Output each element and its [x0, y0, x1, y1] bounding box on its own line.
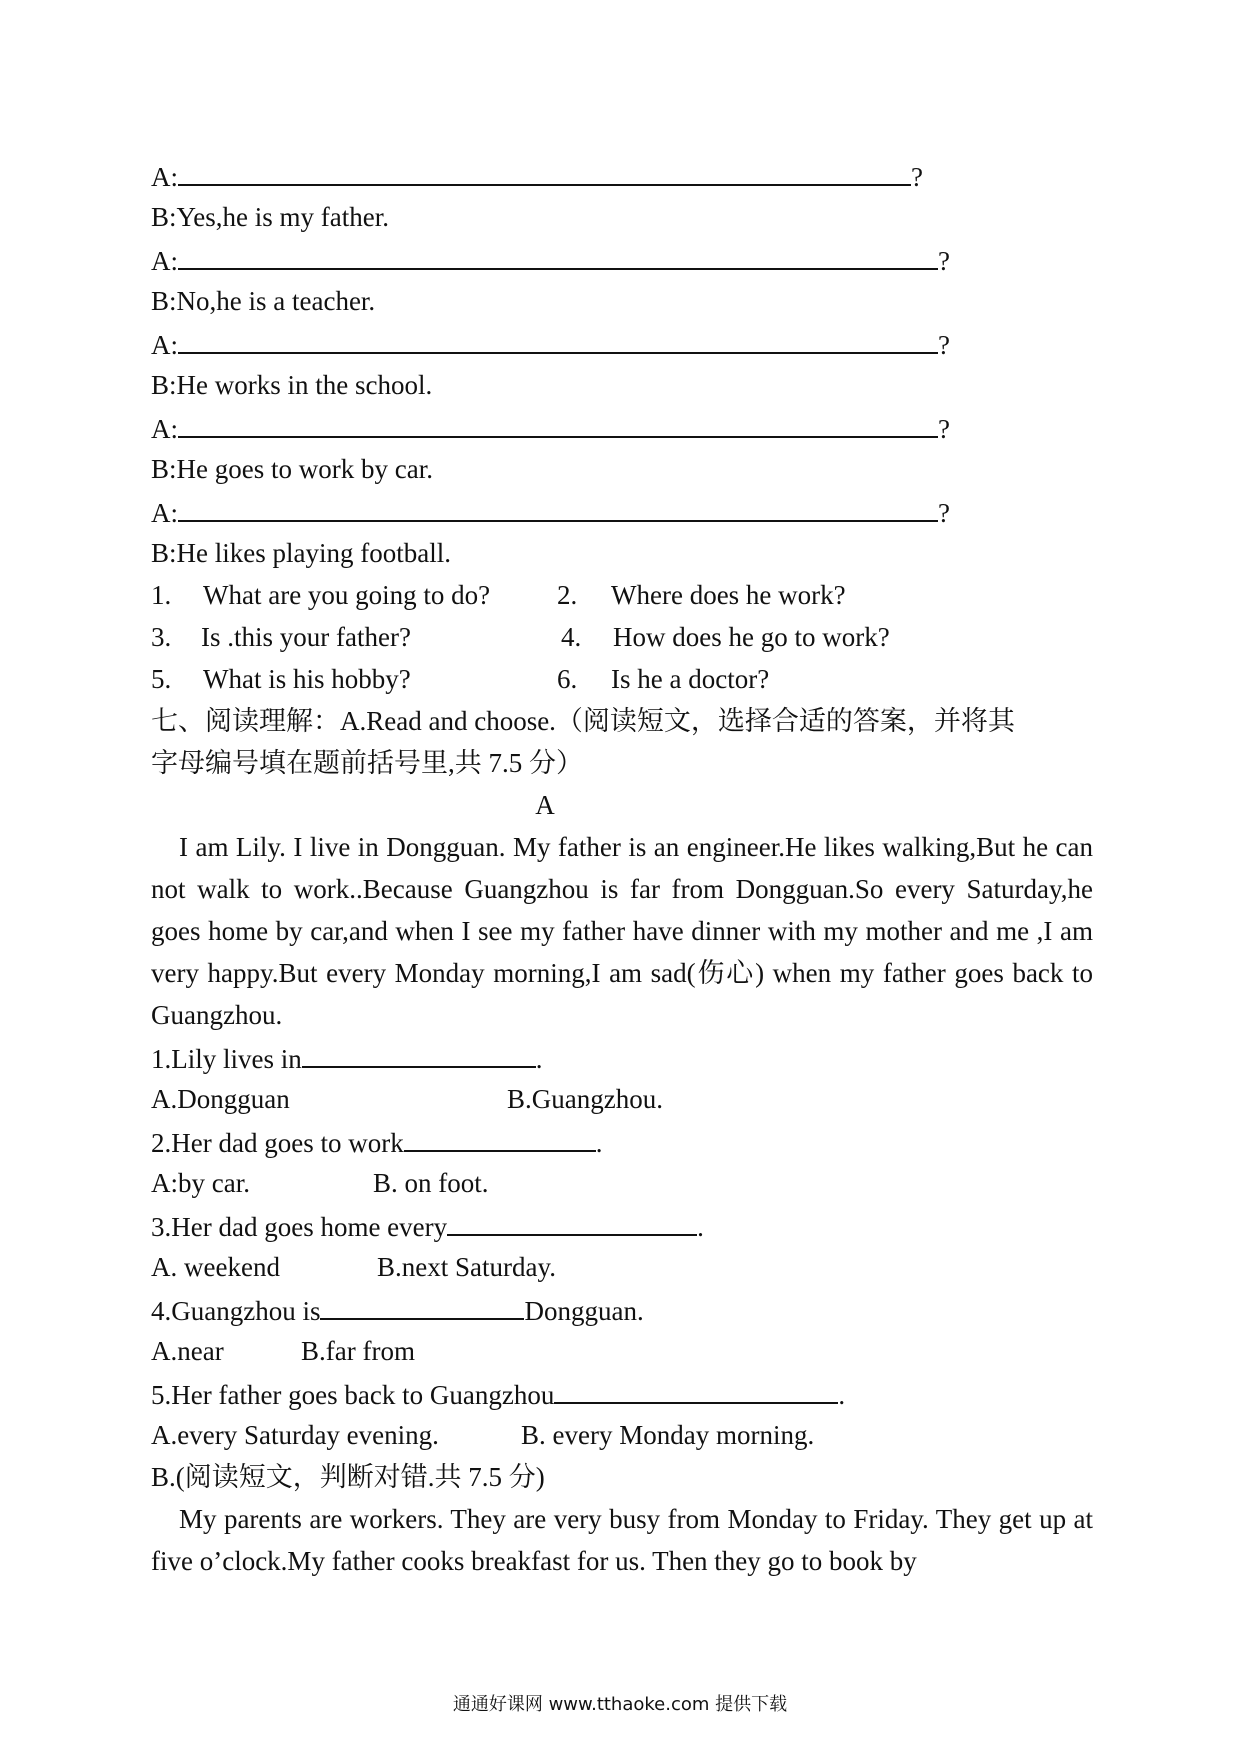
answer-blank[interactable]: [178, 406, 938, 438]
option-text: How does he go to work?: [613, 622, 890, 652]
question-mark: ?: [938, 498, 950, 528]
question-mark: ?: [938, 330, 950, 360]
question-text: 5.Her father goes back to Guangzhou: [151, 1380, 555, 1410]
question-after: .: [697, 1212, 704, 1242]
answer-blank[interactable]: [554, 1372, 838, 1404]
question-mark: ?: [911, 162, 923, 192]
dialogue-a-line-3: [151, 322, 950, 364]
question-mark: ?: [938, 414, 950, 444]
dialogue-a-line-1: [151, 154, 923, 196]
answer-blank[interactable]: [178, 322, 938, 354]
option-number: 1.: [151, 580, 172, 610]
option-text: Is he a doctor?: [611, 664, 770, 694]
section7-heading-line1: 七、阅读理解：A.Read and choose.（阅读短文，选择合适的答案，并将其: [151, 706, 1015, 736]
passage-a: [151, 826, 1093, 1036]
question-4: [151, 1288, 644, 1330]
question-text: 2.Her dad goes to work: [151, 1128, 404, 1158]
dialogue-a-line-5: [151, 490, 950, 532]
option-a: A.near: [151, 1336, 224, 1366]
passage-a-text: I am Lily. I live in Dongguan. My father is an engineer.He likes walking,But he can not walk to work..Because Guangzhou is far from Dongguan.So every Saturday,he goes home by car,and when I see my father have dinner with my mother and me ,I am very happy.But every Monday morning,I am sad(伤心) when my father goes back to Guangzhou.: [151, 832, 1093, 1030]
option-text: Where does he work?: [611, 580, 846, 610]
option-a: A:by car.: [151, 1168, 250, 1198]
answer-blank[interactable]: [178, 154, 911, 186]
dialogue-b-line-2: B:No,he is a teacher.: [151, 286, 376, 316]
page-footer: 通通好课网 www.tthaoke.com 提供下载: [452, 1694, 788, 1715]
dialogue-b-line-5: B:He likes playing football.: [151, 538, 451, 568]
dialogue-a-line-2: [151, 238, 950, 280]
answer-blank[interactable]: [302, 1036, 536, 1068]
option-number: 4.: [561, 622, 582, 652]
question-2: [151, 1120, 602, 1162]
option-number: 5.: [151, 664, 172, 694]
option-a: A. weekend: [151, 1252, 280, 1282]
option-number: 2.: [557, 580, 578, 610]
option-b: B.far from: [301, 1336, 415, 1366]
question-after: .: [838, 1380, 846, 1410]
a-prefix: A:: [151, 330, 178, 360]
passage-a-title: A: [535, 790, 555, 820]
option-text: Is .this your father?: [201, 622, 411, 652]
option-b: B. on foot.: [373, 1168, 489, 1198]
option-text: What is his hobby?: [203, 664, 411, 694]
option-b: B. every Monday morning.: [521, 1420, 815, 1450]
dialogue-b-line-4: B:He goes to work by car.: [151, 454, 433, 484]
dialogue-a-line-4: [151, 406, 950, 448]
question-mark: ?: [938, 246, 950, 276]
passage-b: [151, 1498, 1093, 1582]
question-after: Dongguan.: [524, 1296, 644, 1326]
answer-blank[interactable]: [404, 1120, 596, 1152]
a-prefix: A:: [151, 246, 178, 276]
option-a: A.every Saturday evening.: [151, 1420, 439, 1450]
section7-heading-line2: 字母编号填在题前括号里,共 7.5 分）: [151, 748, 583, 778]
answer-blank[interactable]: [447, 1204, 697, 1236]
question-text: 4.Guangzhou is: [151, 1296, 321, 1326]
option-b: B.next Saturday.: [377, 1252, 556, 1282]
option-number: 6.: [557, 664, 578, 694]
a-prefix: A:: [151, 414, 178, 444]
question-after: .: [535, 1044, 543, 1074]
option-b: B.Guangzhou.: [507, 1084, 663, 1114]
question-1: [151, 1036, 543, 1078]
question-text: 1.Lily lives in: [151, 1044, 302, 1074]
question-5: [151, 1372, 845, 1414]
answer-blank[interactable]: [178, 490, 938, 522]
question-text: 3.Her dad goes home every: [151, 1212, 448, 1242]
answer-blank[interactable]: [320, 1288, 524, 1320]
a-prefix: A:: [151, 162, 178, 192]
option-text: What are you going to do?: [203, 580, 491, 610]
question-3: [151, 1204, 704, 1246]
part-b-heading: B.(阅读短文，判断对错.共 7.5 分): [151, 1462, 545, 1492]
dialogue-b-line-1: B:Yes,he is my father.: [151, 202, 390, 232]
passage-b-text: My parents are workers. They are very busy from Monday to Friday. They get up at five o’clock.My father cooks breakfast for us. Then they go to book by: [151, 1504, 1093, 1576]
a-prefix: A:: [151, 498, 178, 528]
question-after: .: [595, 1128, 603, 1158]
option-a: A.Dongguan: [151, 1084, 290, 1114]
dialogue-b-line-3: B:He works in the school.: [151, 370, 433, 400]
answer-blank[interactable]: [178, 238, 938, 270]
option-number: 3.: [151, 622, 172, 652]
